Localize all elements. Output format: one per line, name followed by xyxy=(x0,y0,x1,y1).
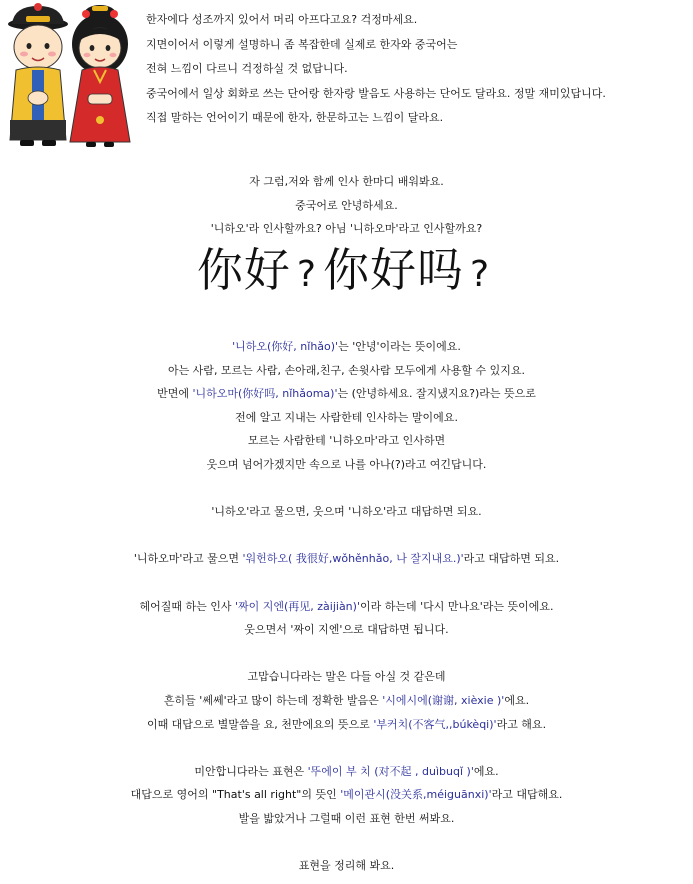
welcome-pre: 이때 대답으로 별말씀을 요, 천만에요의 뜻으로 xyxy=(146,717,374,731)
title-question-mark: ? xyxy=(470,254,491,295)
welcome-post: 라고 해요. xyxy=(496,717,547,731)
intro-line: 중국어에서 일상 회화로 쓰는 단어랑 한자랑 발음도 사용하는 단어도 달라요. 정말 재미있답니다. xyxy=(146,86,606,100)
step-line: 발을 밟았거나 그럴때 이런 표현 한번 써봐요. xyxy=(238,811,455,825)
explanation-line: 아는 사람, 모르는 사람, 손아래,친구, 손윗사람 모두에게 사용할 수 있지요. xyxy=(167,363,526,377)
boy-figure xyxy=(8,3,68,146)
explanation-line: 모르는 사람한테 '니하오마'라고 인사하면 xyxy=(247,434,446,448)
explanation-line: 웃으며 넘어가겠지만 속으로 나를 아나(?)라고 여긴답니다. xyxy=(206,457,487,471)
no-matter-line xyxy=(0,783,693,807)
goodbye-post: 이라 하는데 '다시 만나요'라는 뜻이에요. xyxy=(359,599,554,613)
greeting-line: '니하오'라 인사할까요? 아님 '니하오마'라고 인사할까요? xyxy=(210,222,483,235)
page-title xyxy=(0,240,693,305)
intro-line: 지면이어서 이렇게 설명하니 좀 복잡한데 실제로 한자와 중국어는 xyxy=(146,37,458,51)
chinese-couple-illustration xyxy=(2,2,138,150)
greeting-line: 자 그럼,저와 함께 인사 한마디 배워봐요. xyxy=(249,175,444,188)
welcome-line xyxy=(0,713,693,737)
intro-line: 한자에다 성조까지 있어서 머리 아프다고요? 걱정마세요. xyxy=(146,13,418,26)
reply-nihaoma xyxy=(0,547,693,571)
greeting-lead xyxy=(0,170,693,241)
reply-nihaoma-pre: '니하오마'라고 물으면 xyxy=(133,552,243,566)
reply-nihao: '니하오'라고 물으면, 웃으며 '니하오'라고 대답하면 되요. xyxy=(211,505,482,519)
duibuqi-term: '뚜에이 부 치 (对不起 , duìbuqǐ )' xyxy=(307,764,474,778)
thanks-post: 에요. xyxy=(504,693,530,707)
goodbye-reply: 웃으면서 '짜이 지엔'으로 대답하면 됩니다. xyxy=(244,623,449,637)
bukeqi-term: '부커치(不客气,,búkèqi)' xyxy=(373,717,497,731)
nihao-term: '니하오(你好, nǐhǎo)' xyxy=(232,340,339,353)
goodbye-pre: 헤어질때 하는 인사 xyxy=(139,599,235,613)
nihaoma-post: 는 (안녕하세요. 잘지냈지요?)라는 뜻으로 xyxy=(337,387,536,401)
greeting-line: 중국어로 안녕하세요. xyxy=(295,198,398,212)
title-nihao: 你好 xyxy=(196,243,291,297)
thanks-intro: 고맙습니다라는 말은 다들 아실 것 같은데 xyxy=(247,670,446,684)
no-matter-pre: 대답으로 영어의 "That's all right"의 뜻인 xyxy=(130,788,341,802)
intro-line: 직접 말하는 언어이기 때문에 한자, 한문하고는 느낌이 달라요. xyxy=(146,111,444,125)
title-nihaoma: 你好吗 xyxy=(323,243,464,297)
wohenhao-term: '워헌하오( 我很好,wǒhěnhǎo, 나 잘지내요.)' xyxy=(242,552,464,566)
sorry-line xyxy=(0,760,693,784)
explanation-line: 전에 알고 지내는 사람한테 인사하는 말이에요. xyxy=(235,410,458,424)
nihaoma-meaning xyxy=(0,382,693,406)
intro-text xyxy=(146,8,691,131)
zaijian-term: '짜이 지엔(再见, zàijiàn)' xyxy=(234,599,360,613)
girl-figure xyxy=(70,5,130,147)
sorry-pre: 미안합니다라는 표현은 xyxy=(194,764,308,778)
summary-line: 표현을 정리해 봐요. xyxy=(298,859,395,873)
nihaoma-term: '니하오마(你好吗, nǐhǎoma)' xyxy=(192,387,338,401)
thanks-pre: 흔히들 '쎄쎄'라고 많이 하는데 정확한 발음은 xyxy=(163,693,383,707)
intro-line: 전혀 느낌이 다르니 걱정하실 것 없답니다. xyxy=(146,62,348,76)
meiguanxi-term: '메이관시(没关系,méiguānxi)' xyxy=(340,788,492,802)
thanks-line xyxy=(0,689,693,713)
xiexie-term: '시에시에(谢谢, xièxie )' xyxy=(382,693,505,707)
nihao-meaning-text: 는 '안녕'이라는 뜻이에요. xyxy=(338,340,461,353)
reply-nihaoma-post: 라고 대답하면 되요. xyxy=(463,552,560,566)
explanation-text xyxy=(0,335,693,878)
title-question-mark: ? xyxy=(296,254,317,295)
sorry-post: 에요. xyxy=(473,764,499,778)
no-matter-post: 라고 대답해요. xyxy=(491,788,563,802)
goodbye-line xyxy=(0,595,693,619)
nihaoma-pre: 반면에 xyxy=(157,387,193,401)
nihao-meaning xyxy=(0,335,693,359)
